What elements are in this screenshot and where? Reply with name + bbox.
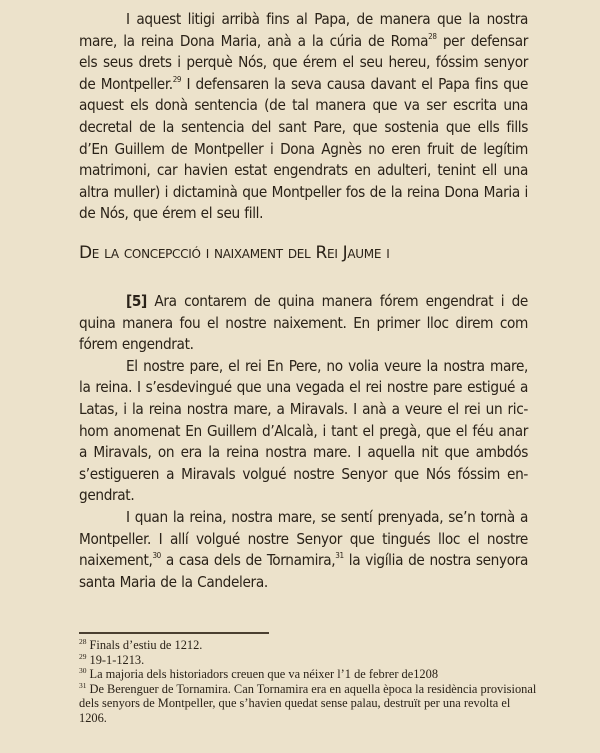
footnotes [79,638,539,726]
footnote: $^{31}$ De Berenguer de Tornamira. Can Tornamira era en aquella època la residència provisional dels senyors de Montpeller, que s’havien quedat sense palau, destruït per una revolta el 1206. [79,680,537,725]
section-1 [79,9,528,225]
paragraph: [5] Ara contarem de quina manera fórem engendrat i de quina manera fou el nostre naixement. En primer lloc direm com fórem engendrat. [79,292,528,354]
section-heading: De la concepcció i naixament del Rei Jaume i [79,243,390,263]
footnote: $^{28}$ Finals d’estiu de 1212. [79,637,203,652]
footnote: $^{30}$ La majoria dels historiadors creuen que va néixer l’1 de febrer de1208 [79,666,439,682]
paragraph-number: [5] [126,292,147,310]
paragraph: I aquest litigi arribà fins al Papa, de manera que la nostra mare, la reina Dona Maria, anà a la cúria de Roma$^{28}$ per defensar els seus drets i perquè Nós, que érem el seu hereu, fóssim senyor de Montpeller.$^{29}$ I defensaren la seva causa davant el Papa fins que aquest els donà sentencia (de tal manera que va ser escrita una decretal de la sentencia del sant Pare, que sostenia que ells fills d’En Guillem de Montpeller i Dona Agnès no eren fruit de legítim matrimoni, car havien estat engendrats en adulteri, tenint ell una altra muller) i dictaminà que Montpeller fos de la reina Dona Maria i de Nós, que érem el seu fill. [79,10,528,223]
footnote-divider [79,632,269,634]
footnote-ref[interactable]: 28 [428,31,437,41]
section-2 [79,291,528,593]
footnote-ref[interactable]: 30 [152,551,161,561]
footnote-ref[interactable]: 31 [335,551,344,561]
footnote: $^{29}$ 19-1-1213. [79,651,145,667]
footnote-ref[interactable]: 29 [172,74,182,84]
paragraph: El nostre pare, el rei En Pere, no volia veure la nostra mare, la reina. I s’esdevingué que una vegada el rei nostre pare estigué a Latas, i la reina nostra mare, a Miravals. I anà a veure el rei un ric-hom anomenat En Guillem d’Alcalà, i tant el pregà, que el féu anar a Miravals, on era la reina nostra mare. I aquella nit que ambdós s’estigueren a Miravals volgué nostre Senyor que Nós fóssim en-gendrat. [79,356,528,505]
paragraph: I quan la reina, nostra mare, se sentí prenyada, se’n tornà a Montpeller. I allí volgué nostre Senyor que tingués lloc el nostre naixement,$^{30}$ a casa dels de Tornamira,$^{31}$ la vigília de nostra senyora santa Maria de la Candelera. [79,507,529,591]
